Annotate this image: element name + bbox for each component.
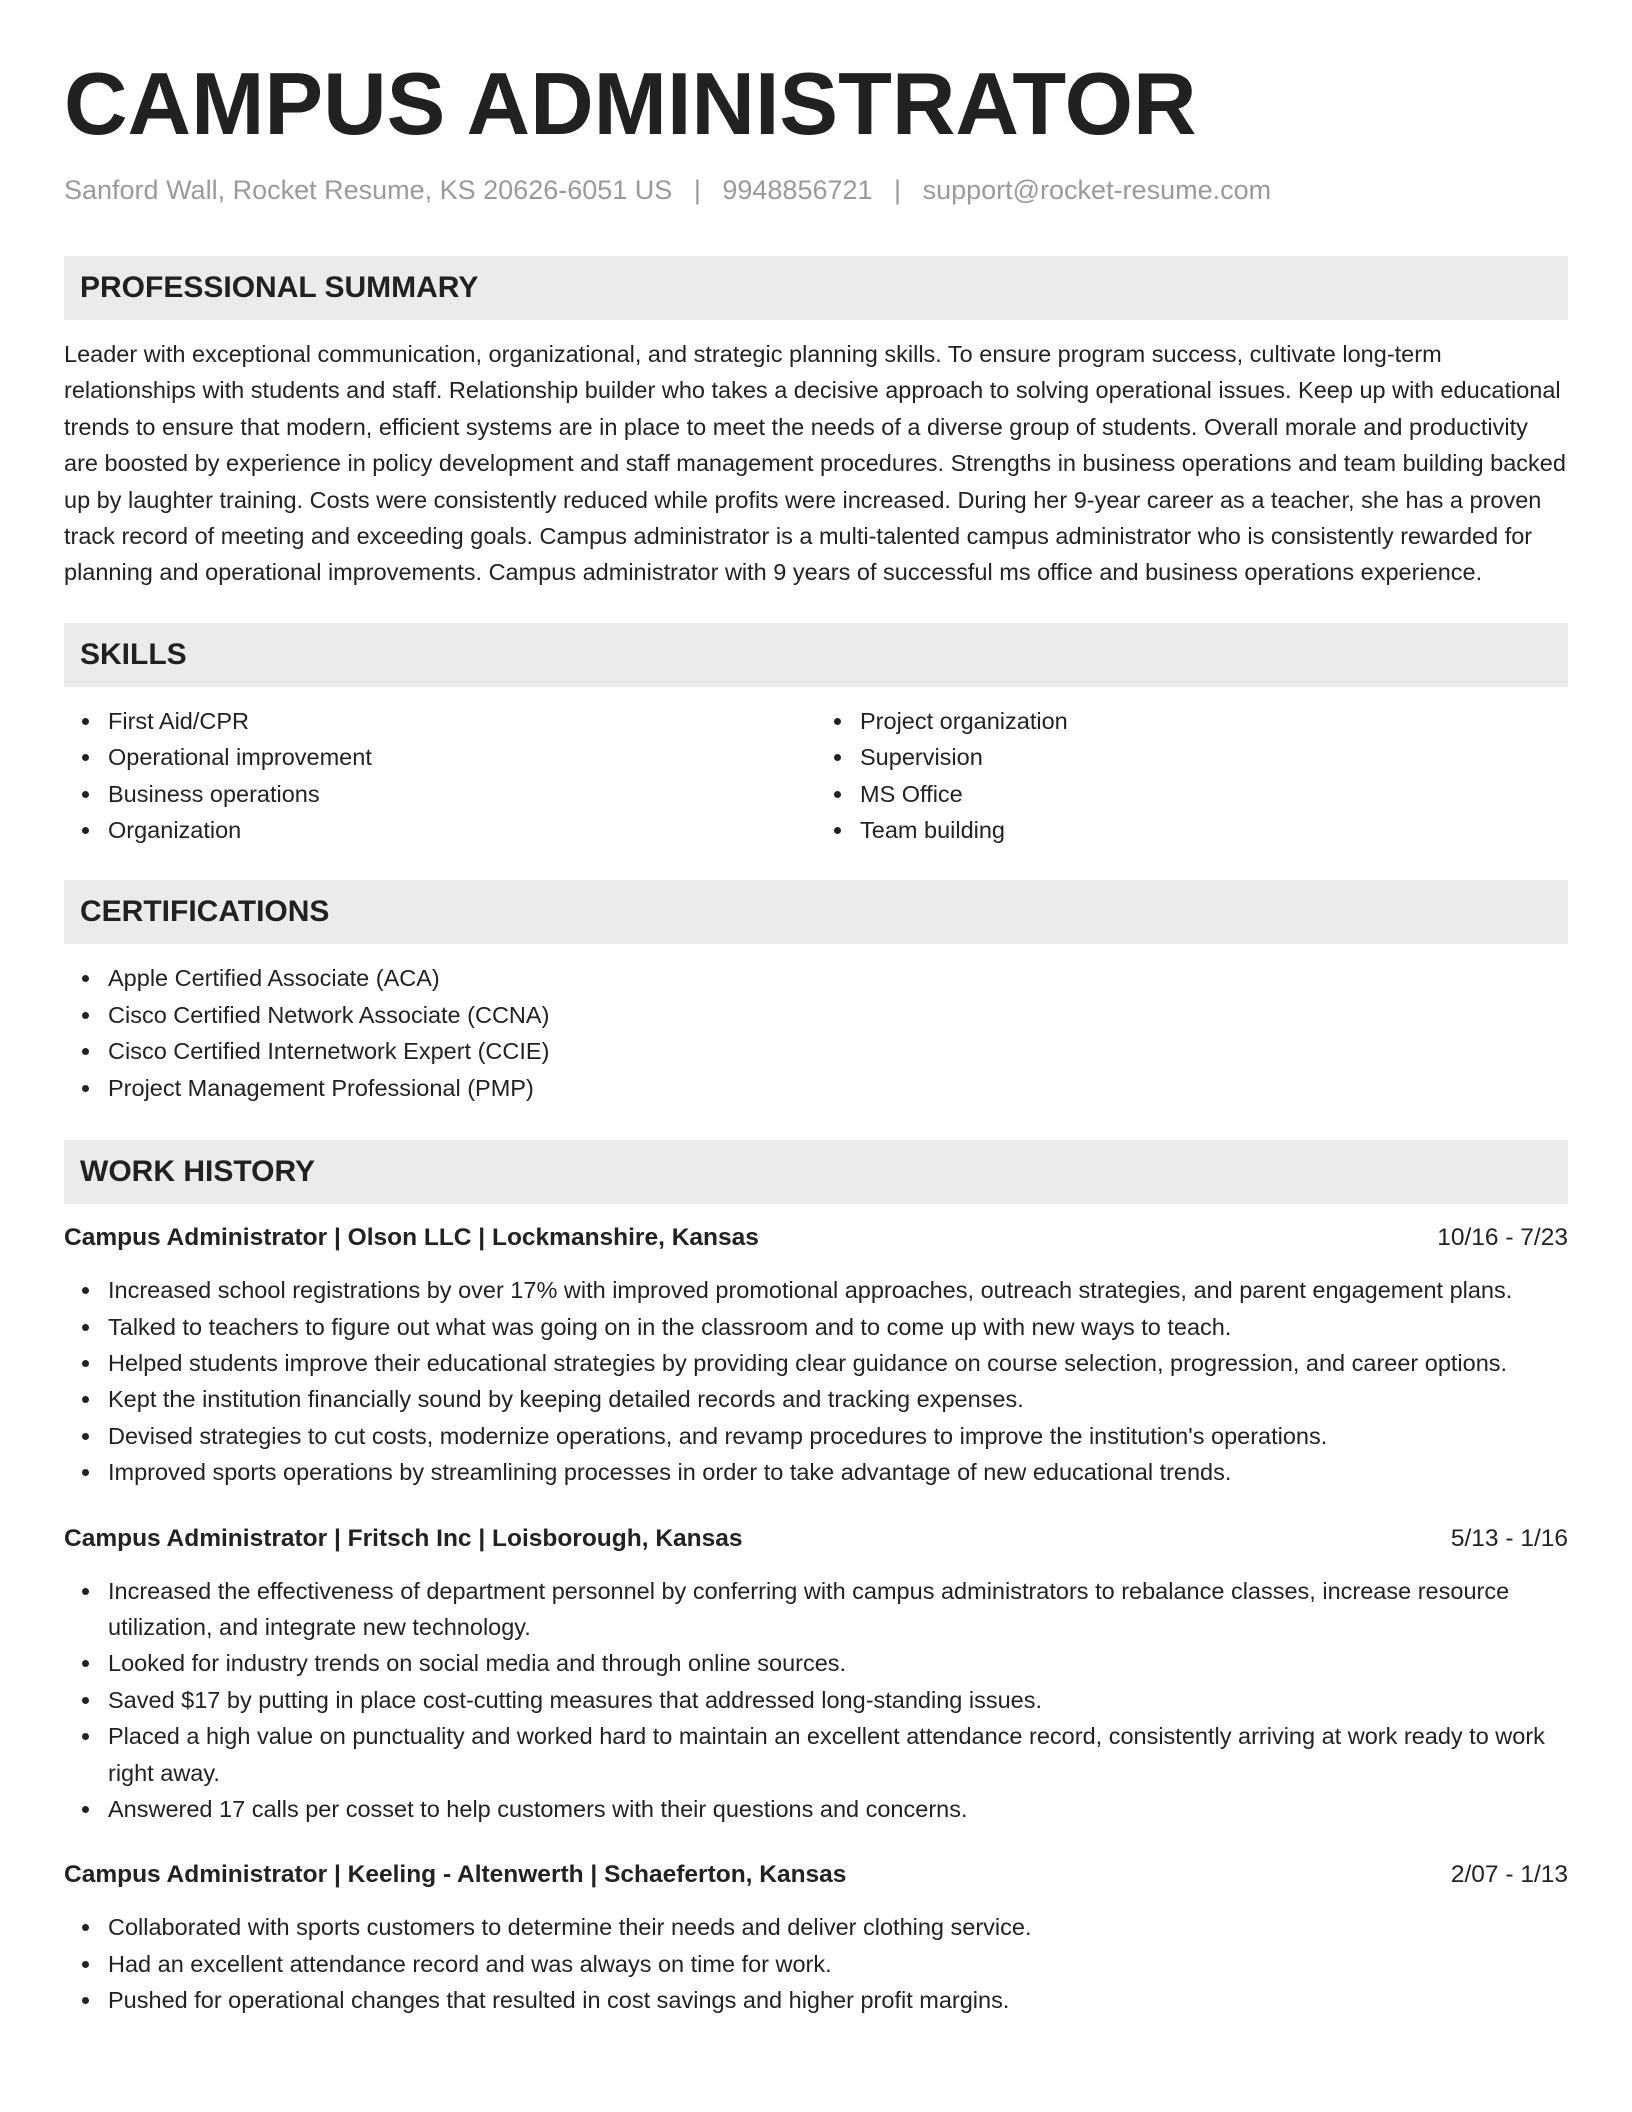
professional-summary-text: Leader with exceptional communication, organizational, and strategic planning skills. To ensure program success, cultivate long-term relationships with students and staff. Relationship builder who takes a decisive approach to solving operational issues. Keep up with educational trends to ensure that modern, efficient systems are in place to meet the needs of a diverse group of students. Overall morale and productivity are boosted by experience in policy development and staff management procedures. Strengths in business operations and team building backed up by laughter training. Costs were consistently reduced while profits were increased. During her 9-year career as a teacher, she has a proven track record of meeting and exceeding goals. Campus administrator is a multi-talented campus administrator who is consistently rewarded for planning and operational improvements. Campus administrator with 9 years of successful ms office and business operations experience. — [64, 341, 1566, 586]
job-title: Campus Administrator | Fritsch Inc | Loisborough, Kansas — [64, 1524, 743, 1552]
bullet-icon — [82, 1697, 89, 1704]
bullet-icon — [834, 718, 841, 725]
list-item: Business operations — [108, 776, 816, 812]
bullet-icon — [82, 1997, 89, 2004]
list-item: Had an excellent attendance record and was always on time for work. — [108, 1946, 1568, 1982]
list-item: Collaborated with sports customers to determine their needs and deliver clothing service. — [108, 1909, 1568, 1945]
contact-address: Sanford Wall, Rocket Resume, KS 20626-6051 US — [64, 175, 673, 205]
list-item: Saved $17 by putting in place cost-cutting measures that addressed long-standing issues. — [108, 1682, 1568, 1718]
section-header-work-history: WORK HISTORY — [64, 1140, 1568, 1204]
job-dates: 10/16 - 7/23 — [1437, 1224, 1568, 1252]
bullet-icon — [834, 791, 841, 798]
job-dates: 5/13 - 1/16 — [1450, 1524, 1568, 1552]
job-title: Campus Administrator | Olson LLC | Lockmanshire, Kansas — [64, 1224, 759, 1252]
list-item: Cisco Certified Internetwork Expert (CCIE) — [108, 1033, 1568, 1069]
bullet-icon — [82, 718, 89, 725]
section-header-professional-summary: PROFESSIONAL SUMMARY — [64, 256, 1568, 320]
section-header-skills: SKILLS — [64, 623, 1568, 687]
work-entry-header — [64, 1857, 1568, 1893]
skills-list-right — [816, 703, 1568, 849]
list-item: Apple Certified Associate (ACA) — [108, 960, 1568, 996]
list-item: Organization — [108, 812, 816, 848]
work-entry — [64, 1857, 1568, 2018]
bullet-icon — [82, 1588, 89, 1595]
bullet-icon — [834, 827, 841, 834]
list-item: Project organization — [860, 703, 1568, 739]
list-item: Supervision — [860, 739, 1568, 775]
job-bullets — [64, 1909, 1568, 2018]
bullet-icon — [82, 754, 89, 761]
list-item: Cisco Certified Network Associate (CCNA) — [108, 997, 1568, 1033]
bullet-icon — [82, 1924, 89, 1931]
work-entry-header — [64, 1521, 1568, 1557]
bullet-icon — [82, 1287, 89, 1294]
bullet-icon — [82, 975, 89, 982]
resume-page — [64, 52, 1568, 2019]
bullet-icon — [82, 1961, 89, 1968]
list-item: Looked for industry trends on social media and through online sources. — [108, 1645, 1568, 1681]
work-entry-header — [64, 1220, 1568, 1256]
list-item: Operational improvement — [108, 739, 816, 775]
bullet-icon — [82, 1048, 89, 1055]
bullet-icon — [82, 1085, 89, 1092]
list-item: Devised strategies to cut costs, modernize operations, and revamp procedures to improve the institution's operations. — [108, 1418, 1568, 1454]
skills-columns — [64, 703, 1568, 849]
list-item: Pushed for operational changes that resulted in cost savings and higher profit margins. — [108, 1982, 1568, 2018]
bullet-icon — [82, 1324, 89, 1331]
bullet-icon — [82, 1396, 89, 1403]
job-bullets — [64, 1272, 1568, 1490]
resume-title: CAMPUS ADMINISTRATOR — [64, 54, 1197, 153]
list-item: Kept the institution financially sound by keeping detailed records and tracking expenses. — [108, 1381, 1568, 1417]
bullet-icon — [82, 827, 89, 834]
contact-separator: | — [894, 175, 902, 205]
section-header-certifications: CERTIFICATIONS — [64, 880, 1568, 944]
certifications-list — [64, 960, 1568, 1106]
job-dates: 2/07 - 1/13 — [1450, 1861, 1568, 1889]
contact-separator: | — [693, 175, 701, 205]
bullet-icon — [834, 754, 841, 761]
list-item: Increased the effectiveness of department personnel by conferring with campus administrators to rebalance classes, increase resource utilization, and integrate new technology. — [108, 1573, 1568, 1646]
list-item: Team building — [860, 812, 1568, 848]
bullet-icon — [82, 1012, 89, 1019]
bullet-icon — [82, 1433, 89, 1440]
list-item: Increased school registrations by over 17% with improved promotional approaches, outreach strategies, and parent engagement plans. — [108, 1272, 1568, 1308]
bullet-icon — [82, 1660, 89, 1667]
job-bullets — [64, 1573, 1568, 1828]
list-item: Improved sports operations by streamlining processes in order to take advantage of new educational trends. — [108, 1454, 1568, 1490]
list-item: Project Management Professional (PMP) — [108, 1070, 1568, 1106]
contact-line — [64, 172, 1568, 208]
list-item: Helped students improve their educational strategies by providing clear guidance on course selection, progression, and career options. — [108, 1345, 1568, 1381]
work-entry — [64, 1521, 1568, 1828]
contact-phone: 9948856721 — [722, 175, 873, 205]
contact-email: support@rocket-resume.com — [922, 175, 1272, 205]
bullet-icon — [82, 1806, 89, 1813]
job-title: Campus Administrator | Keeling - Altenwerth | Schaeferton, Kansas — [64, 1861, 847, 1889]
bullet-icon — [82, 1733, 89, 1740]
bullet-icon — [82, 791, 89, 798]
list-item: First Aid/CPR — [108, 703, 816, 739]
bullet-icon — [82, 1469, 89, 1476]
skills-list-left — [64, 703, 816, 849]
list-item: Answered 17 calls per cosset to help customers with their questions and concerns. — [108, 1791, 1568, 1827]
list-item: Talked to teachers to figure out what was going on in the classroom and to come up with new ways to teach. — [108, 1309, 1568, 1345]
list-item: MS Office — [860, 776, 1568, 812]
bullet-icon — [82, 1360, 89, 1367]
list-item: Placed a high value on punctuality and worked hard to maintain an excellent attendance record, consistently arriving at work ready to work right away. — [108, 1718, 1568, 1791]
work-entry — [64, 1220, 1568, 1490]
